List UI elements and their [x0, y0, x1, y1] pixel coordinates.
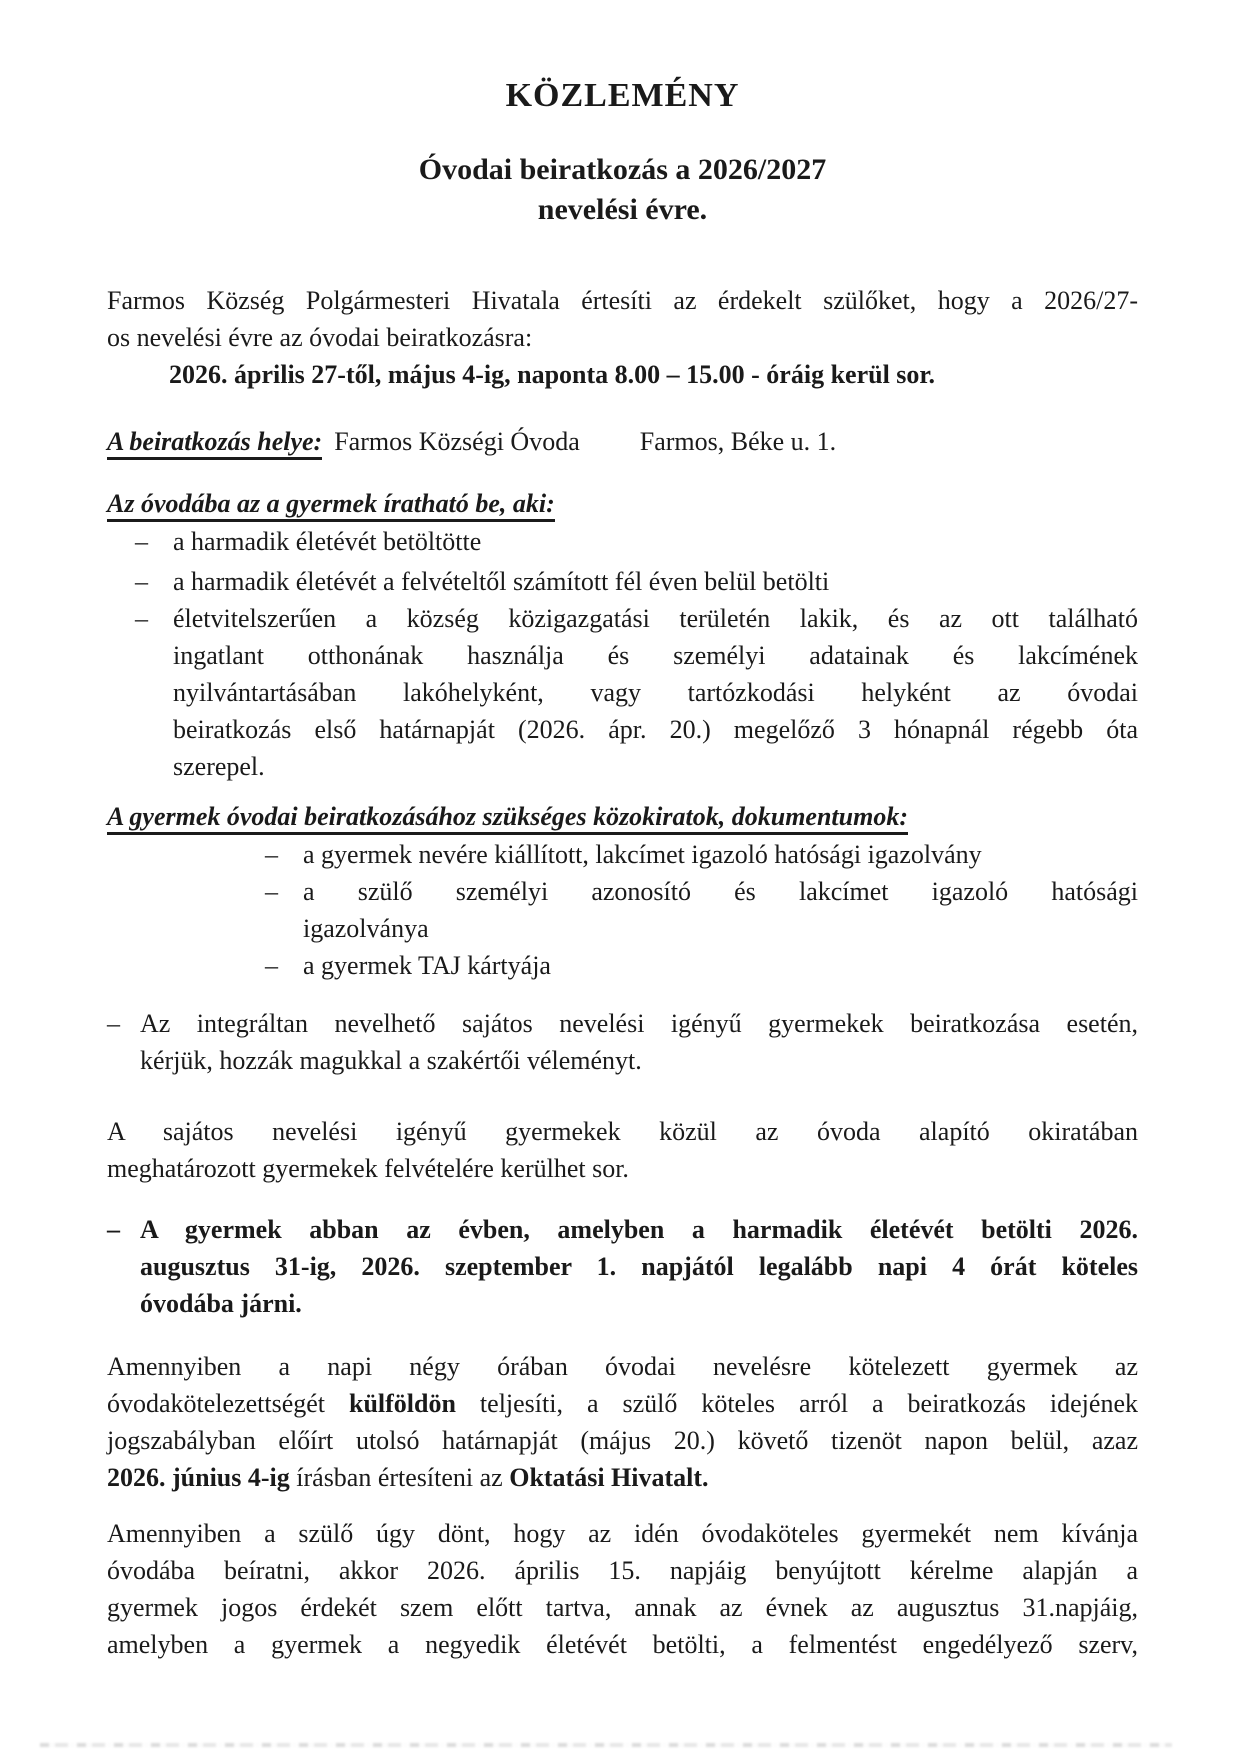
eligibility-item-3-line-4: beiratkozás első határnapját (2026. ápr. 20.) megelőző 3 hónapnál régebb óta: [173, 715, 1138, 744]
eligibility-item-1: a harmadik életévét betöltötte: [173, 527, 482, 556]
dash-bullet: –: [135, 604, 148, 633]
abroad-line-2: [107, 1385, 1138, 1422]
eligibility-item-3-line-1: életvitelszerűen a község közigazgatási területén lakik, és az ott található: [173, 604, 1138, 633]
text-run: óvodakötelezettségét: [107, 1389, 349, 1418]
eligibility-item-3-line-3: nyilvántartásában lakóhelyként, vagy tartózkodási helyként az óvodai: [173, 678, 1138, 707]
list-item: [135, 600, 1138, 785]
abroad-line-4: [107, 1459, 1138, 1496]
exemption-paragraph: [107, 1515, 1138, 1663]
scan-artifact: [40, 1743, 1172, 1747]
abroad-line-3: jogszabályban előírt utolsó határnapját (május 20.) követő tizenöt napon belül, azaz: [107, 1426, 1138, 1455]
sen-paragraph-line-2: meghatározott gyermekek felvételére kerülhet sor.: [107, 1154, 629, 1183]
list-item: [265, 836, 1138, 873]
dash-bullet: –: [135, 527, 148, 556]
documents-item-2-line-1: a szülő személyi azonosító és lakcímet igazoló hatósági: [303, 877, 1138, 906]
enrollment-schedule: 2026. április 27-től, május 4-ig, naponta 8.00 – 15.00 - óráig kerül sor.: [169, 360, 936, 389]
dash-bullet: –: [265, 840, 278, 869]
sen-paragraph: [107, 1113, 1138, 1187]
abroad-line-1: Amennyiben a napi négy órában óvodai nevelésre kötelezett gyermek az: [107, 1352, 1138, 1381]
page-title: KÖZLEMÉNY: [505, 77, 740, 114]
sen-note-bullet: [107, 1005, 1138, 1079]
location-address: Farmos, Béke u. 1.: [639, 427, 837, 456]
page-subtitle-line2: nevelési évre.: [537, 193, 708, 226]
exemption-line-4: amelyben a gyermek a negyedik életévét betölti, a felmentést engedélyező szerv,: [107, 1630, 1138, 1659]
list-item: [265, 873, 1138, 947]
eligibility-item-2: a harmadik életévét a felvételtől számított fél éven belül betölti: [173, 567, 830, 596]
text-run: teljesíti, a szülő köteles arról a beiratkozás idejének: [455, 1389, 1138, 1418]
exemption-line-2: óvodába beíratni, akkor 2026. április 15. napjáig benyújtott kérelme alapján a: [107, 1556, 1138, 1585]
eligibility-item-3-line-5: szerepel.: [173, 752, 265, 781]
documents-item-1: a gyermek nevére kiállított, lakcímet igazoló hatósági igazolvány: [303, 840, 982, 869]
dash-bullet: –: [107, 1009, 120, 1038]
list-item: [265, 947, 1138, 984]
attendance-line-3: óvodába járni.: [140, 1289, 302, 1318]
location-label: A beiratkozás helye:: [107, 427, 322, 460]
dash-bullet: –: [265, 877, 278, 906]
intro-paragraph: [107, 282, 1138, 393]
dash-bullet: –: [265, 951, 278, 980]
intro-line-1: Farmos Község Polgármesteri Hivatala értesíti az érdekelt szülőket, hogy a 2026/27-: [107, 286, 1138, 315]
documents-heading-text: A gyermek óvodai beiratkozásához szükséges közokiratok, dokumentumok:: [107, 802, 908, 835]
eligibility-item-3-line-2: ingatlant otthonának használja és személyi adatainak és lakcímének: [173, 641, 1138, 670]
intro-line-2: os nevelési évre az óvodai beiratkozásra:: [107, 323, 533, 352]
eligibility-list: [107, 523, 1138, 785]
sen-paragraph-line-1: A sajátos nevelési igényű gyermekek közül az óvoda alapító okiratában: [107, 1117, 1138, 1146]
list-item: [135, 563, 1138, 600]
deadline-date: 2026. június 4-ig: [107, 1463, 290, 1492]
eligibility-heading: [107, 485, 1138, 522]
list-item: [135, 523, 1138, 560]
page-subtitle: [107, 150, 1138, 230]
documents-list: [107, 836, 1138, 984]
authority-name: Oktatási Hivatalt.: [509, 1463, 709, 1492]
attendance-obligation-bullet: [107, 1211, 1138, 1322]
dash-bullet: –: [135, 567, 148, 596]
abroad-paragraph: [107, 1348, 1138, 1496]
attendance-line-2: augusztus 31-ig, 2026. szeptember 1. napjától legalább napi 4 órát köteles: [140, 1252, 1138, 1281]
dash-bullet: –: [107, 1215, 120, 1244]
documents-item-2-line-2: igazolványa: [303, 914, 429, 943]
exemption-line-3: gyermek jogos érdekét szem előtt tartva, annak az évnek az augusztus 31.napjáig,: [107, 1593, 1138, 1622]
sen-note-line-1: Az integráltan nevelhető sajátos nevelési igényű gyermekek beiratkozása esetén,: [140, 1009, 1138, 1038]
documents-item-3: a gyermek TAJ kártyája: [303, 951, 551, 980]
exemption-line-1: Amennyiben a szülő úgy dönt, hogy az idén óvodaköteles gyermekét nem kívánja: [107, 1519, 1138, 1548]
sen-note-line-2: kérjük, hozzák magukkal a szakértői véleményt.: [140, 1046, 642, 1075]
attendance-line-1: A gyermek abban az évben, amelyben a harmadik életévét betölti 2026.: [140, 1215, 1138, 1244]
text-run: írásban értesíteni az: [289, 1463, 510, 1492]
location-venue: Farmos Községi Óvoda: [334, 427, 580, 456]
abroad-emphasis: külföldön: [349, 1389, 456, 1418]
eligibility-heading-text: Az óvodába az a gyermek íratható be, aki:: [107, 489, 555, 522]
documents-heading: [107, 798, 1138, 835]
enrollment-location: [107, 423, 1138, 460]
page-subtitle-line1: Óvodai beiratkozás a 2026/2027: [418, 153, 827, 186]
